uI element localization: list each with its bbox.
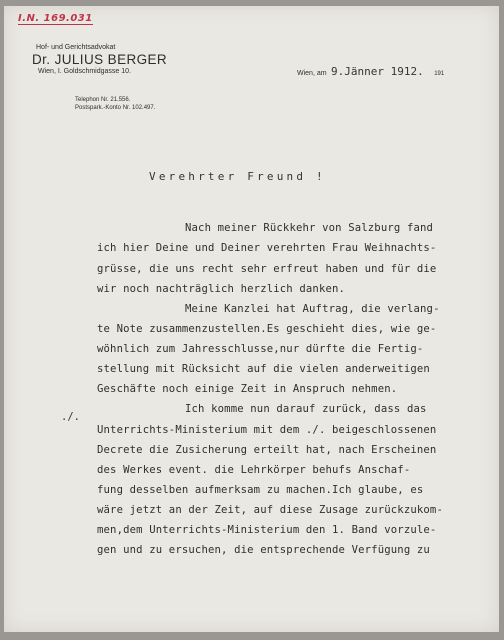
body-line: te Note zusammenzustellen.Es geschieht dies, wie ge- — [97, 323, 437, 335]
letterhead — [32, 44, 167, 75]
body-line: Nach meiner Rückkehr von Salzburg fand — [185, 222, 434, 234]
letterhead-phone: Telephon Nr. 21.556. — [75, 97, 131, 103]
date-prefix: Wien, am — [297, 70, 327, 77]
body-line: wir noch nachträglich herzlich danken. — [97, 283, 346, 295]
letterhead-title: Hof- und Gerichtsadvokat — [36, 44, 116, 51]
letter-page — [4, 6, 499, 632]
body-line: gen und zu ersuchen, die entsprechende Verfügung zu — [97, 544, 430, 556]
body-line: wäre jetzt an der Zeit, auf diese Zusage zurückzukom- — [97, 504, 443, 516]
archive-reference-number: I.N. 169.031 — [18, 13, 93, 24]
body-line: Meine Kanzlei hat Auftrag, die verlang- — [185, 303, 440, 315]
letterhead-contact — [75, 96, 155, 112]
date-line — [297, 62, 444, 80]
body-line: Unterrichts-Ministerium mit dem ./. beigeschlossenen — [97, 424, 437, 436]
body-line: wöhnlich zum Jahresschlusse,nur dürfte die Fertig- — [97, 343, 424, 355]
body-line: des Werkes event. die Lehrkörper behufs Anschaf- — [97, 464, 411, 476]
body-line: stellung mit Rücksicht auf die vielen anderweitigen — [97, 363, 430, 375]
body-line: ich hier Deine und Deiner verehrten Frau Weihnachts- — [97, 242, 437, 254]
letterhead-address: Wien, I. Goldschmidgasse 10. — [38, 68, 131, 75]
body-line: grüsse, die uns recht sehr erfreut haben und für die — [97, 263, 437, 275]
body-line: Decrete die Zusicherung erteilt hat, nach Erscheinen — [97, 444, 437, 456]
letterhead-postal-account: Postspark.-Konto Nr. 102.497. — [75, 105, 156, 111]
body-line: Ich komme nun darauf zurück, dass das — [185, 403, 427, 415]
body-line: Geschäfte noch einige Zeit in Anspruch nehmen. — [97, 383, 398, 395]
date-typed: 9.Jänner 1912. — [331, 65, 424, 78]
body-line: fung desselben aufmerksam zu machen.Ich glaube, es — [97, 484, 424, 496]
date-year-suffix: 191 — [434, 71, 445, 77]
salutation: Verehrter Freund ! — [149, 170, 326, 183]
body-line: men,dem Unterrichts-Ministerium den 1. Band vorzule- — [97, 524, 437, 536]
margin-enclosure-mark: ./. — [61, 411, 80, 423]
letterhead-name: Dr. JULIUS BERGER — [32, 52, 168, 67]
